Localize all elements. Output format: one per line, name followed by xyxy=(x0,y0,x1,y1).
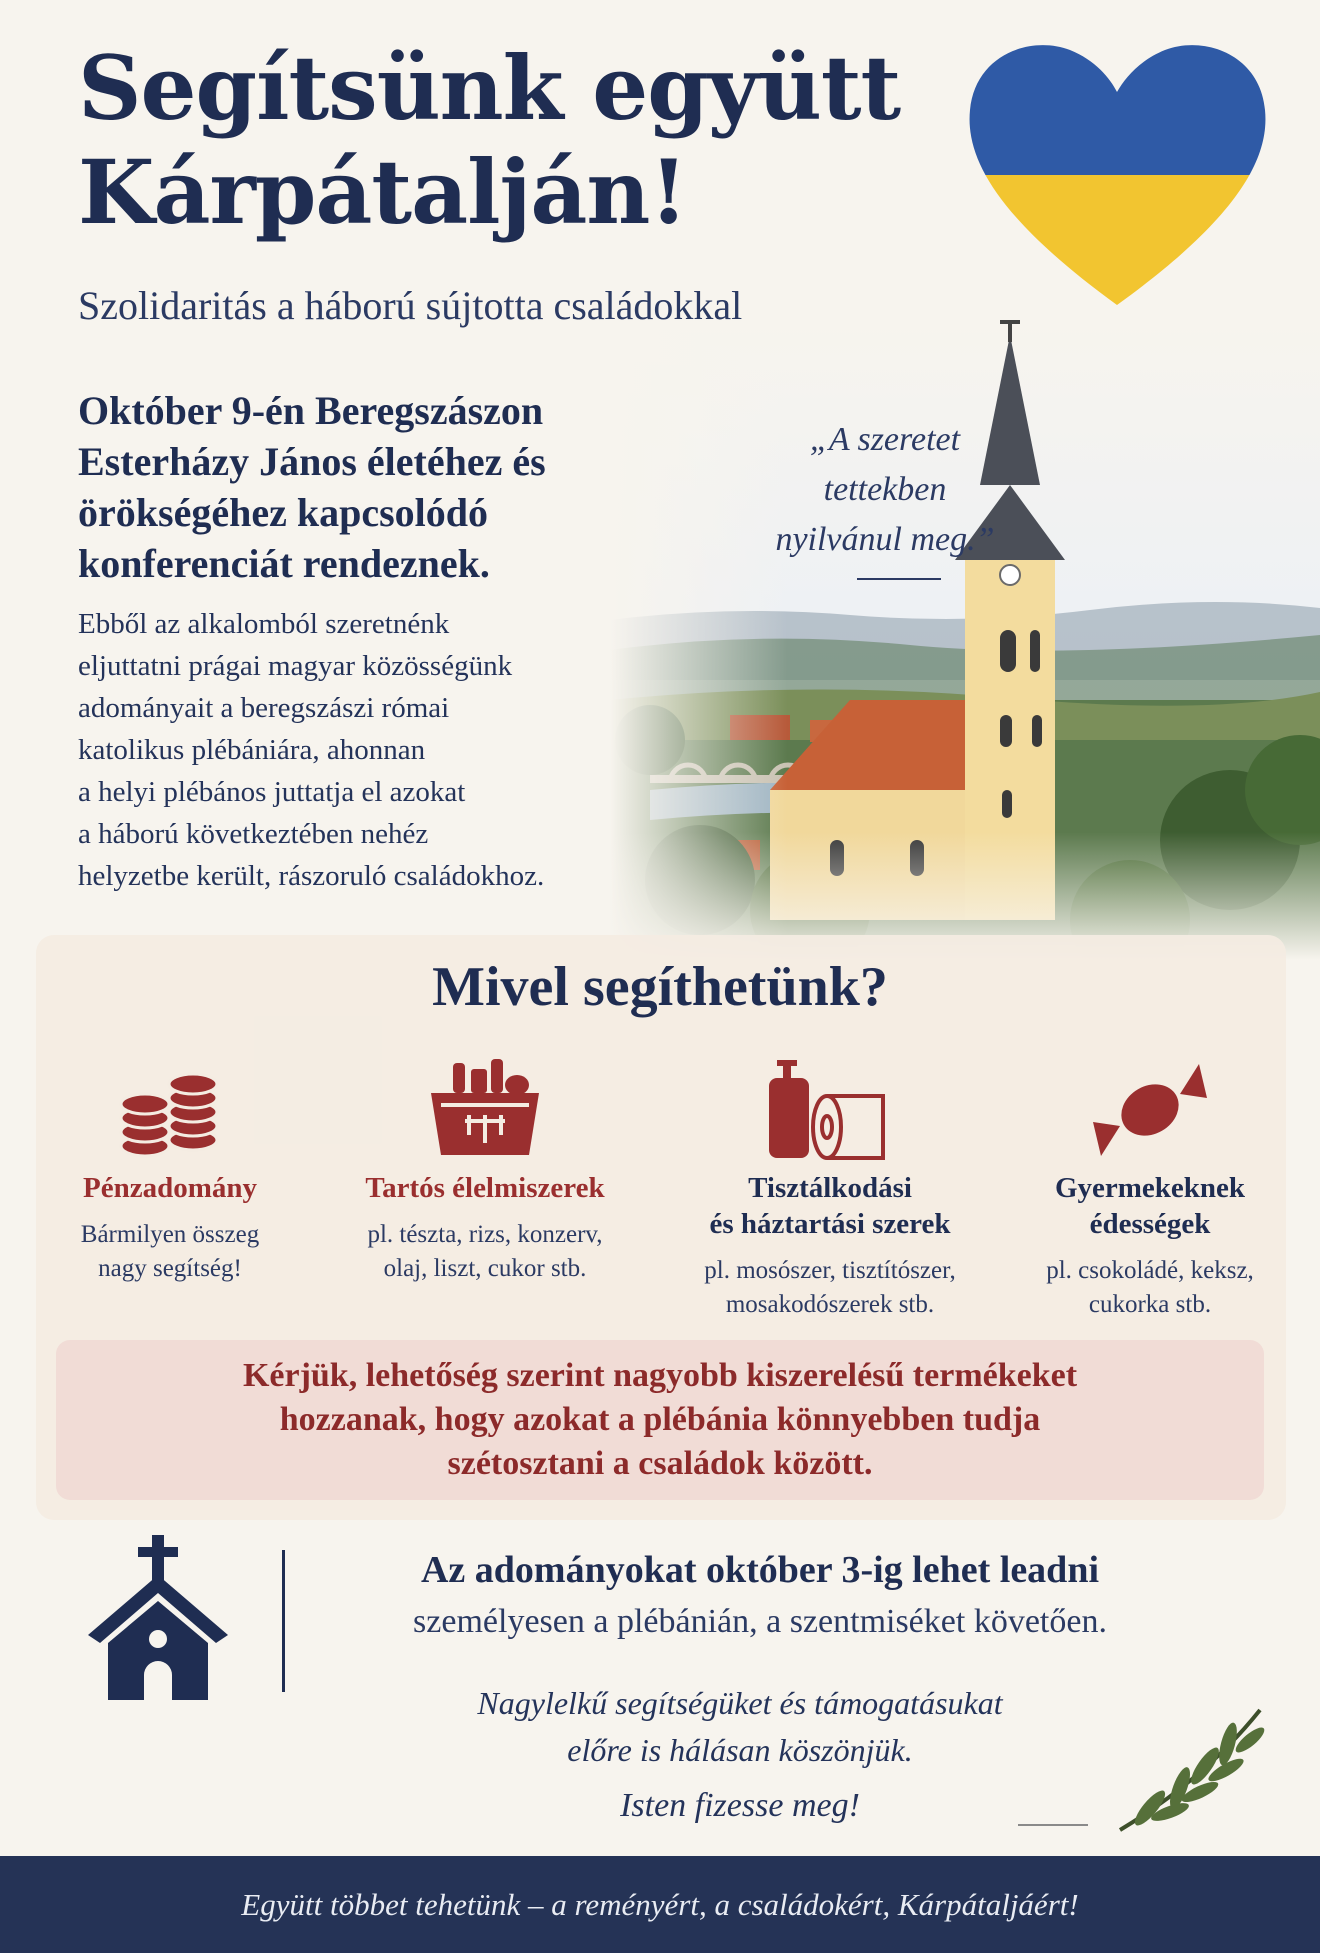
church-icon xyxy=(88,1535,228,1700)
help-item-label: Tartós élelmiszerek xyxy=(365,1172,605,1204)
page-title: Segítsünk együtt Kárpátalján! xyxy=(78,36,901,244)
event-announcement: Október 9-én Beregszászon Esterházy János életéhez és örökségéhez kapcsolódó konferenciát rendeznek. xyxy=(78,388,546,586)
help-item-hygiene xyxy=(680,1040,980,1322)
help-item-sweets xyxy=(1000,1040,1300,1322)
ukraine-heart-icon xyxy=(960,30,1275,315)
vertical-divider xyxy=(282,1550,285,1692)
quote-text: „A szeretet tettekben nyilvánul meg.” xyxy=(775,421,995,558)
help-item-desc: pl. csokoládé, keksz, cukorka stb. xyxy=(1046,1257,1254,1318)
candy-icon xyxy=(1085,1060,1215,1160)
help-item-desc: Bármilyen összeg nagy segítség! xyxy=(80,1221,260,1282)
help-section-title: Mivel segíthetünk? xyxy=(432,956,888,1018)
help-item-desc: pl. tészta, rizs, konzerv, olaj, liszt, cukor stb. xyxy=(367,1221,603,1282)
footer-banner xyxy=(0,1856,1320,1953)
help-item-label: Tisztálkodási és háztartási szerek xyxy=(709,1172,951,1240)
footer-text: Együtt többet tehetünk – a reményért, a családokért, Kárpátaljáért! xyxy=(241,1886,1079,1922)
help-item-money xyxy=(20,1040,320,1286)
thanks-text: Nagylelkű segítségüket és támogatásukat előre is hálásan köszönjük. xyxy=(477,1685,1003,1768)
blessing-text: Isten fizesse meg! xyxy=(620,1787,860,1824)
deadline-details: személyesen a plébánián, a szentmiséket követően. xyxy=(413,1603,1107,1640)
coins-icon xyxy=(115,1060,225,1160)
deadline-heading: Az adományokat október 3-ig lehet leadni xyxy=(420,1549,1100,1591)
intro-paragraph: Ebből az alkalomból szeretnénk eljuttatni prágai magyar közösségünk adományait a beregszászi római katolikus plébániára, ahonnan a helyi plébános juttatja el azokat a háború következtében nehéz helyzetbe került, rászoruló családokhoz. xyxy=(78,608,545,892)
decorative-line xyxy=(1018,1824,1088,1826)
quote-divider xyxy=(857,578,941,580)
help-item-desc: pl. mosószer, tisztítószer, mosakodószerek stb. xyxy=(704,1257,956,1318)
olive-branch-icon xyxy=(1110,1700,1280,1840)
soap-and-toilet-paper-icon xyxy=(765,1060,895,1160)
page-subtitle: Szolidaritás a háború sújtotta családokkal xyxy=(78,283,743,328)
help-item-label: Pénzadomány xyxy=(83,1172,257,1204)
help-item-food xyxy=(335,1040,635,1286)
bulk-products-notice xyxy=(56,1340,1264,1500)
help-item-label: Gyermekeknek édességek xyxy=(1054,1172,1246,1240)
food-basket-icon xyxy=(425,1055,545,1160)
notice-text: Kérjük, lehetőség szerint nagyobb kiszerelésű termékeket hozzanak, hogy azokat a plébánia könnyebben tudja szétosztani a családok között. xyxy=(242,1357,1078,1482)
